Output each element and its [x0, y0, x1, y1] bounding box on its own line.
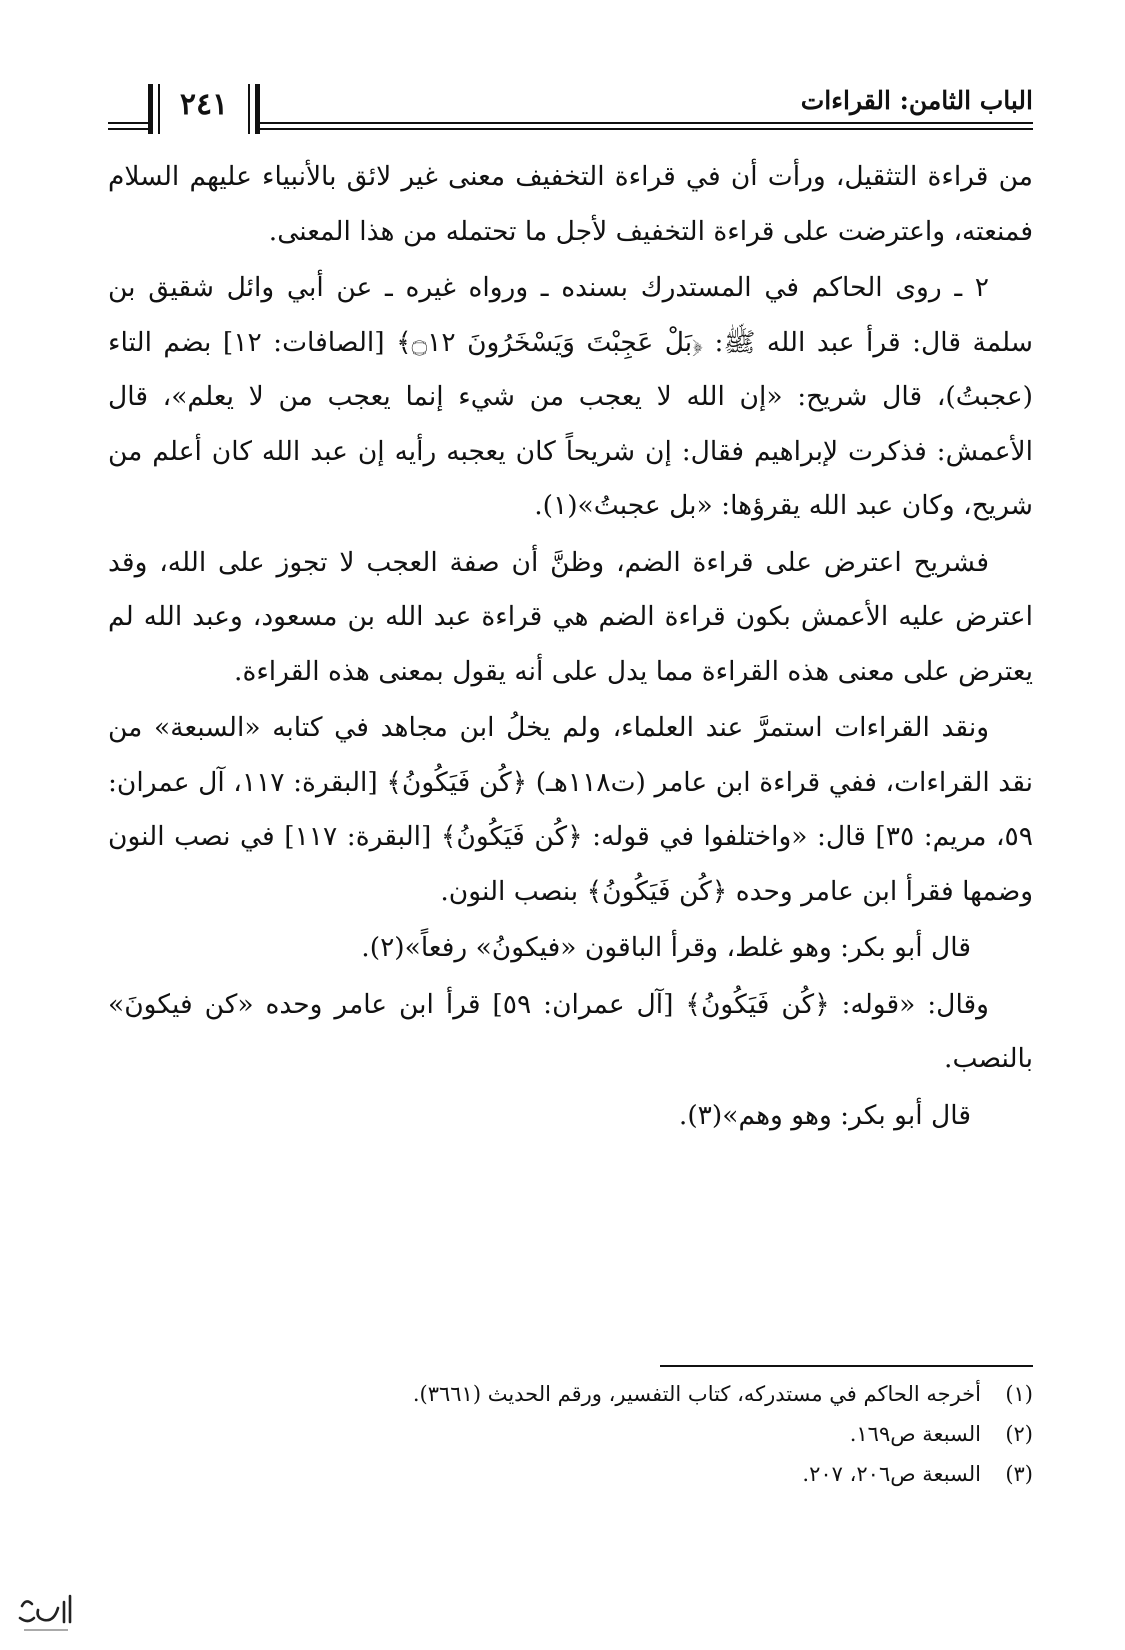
paragraph-2: ٢ ـ روى الحاكم في المستدرك بسنده ـ ورواه غيره ـ عن أبي وائل شقيق بن سلمة قال: قرأ عبد الله ﷺ: ﴿بَلْ عَجِبْتَ وَيَسْخَرُونَ ۝١٢﴾ [الصافات: ١٢] بضم التاء (عجبتُ)، قال شريح: «إن الله لا يعجب من شيء إنما يعجب من لا يعلم»، قال الأعمش: فذكرت لإبراهيم فقال: إن شريحاً كان يعجبه رأيه إن عبد الله كان أعلم من شريح، وكان عبد الله يقرؤها: «بل عجبتُ»(١). [108, 272, 1033, 521]
page-number-box [148, 84, 260, 134]
logo-icon [14, 1588, 76, 1638]
paragraph-1: من قراءة التثقيل، ورأت أن في قراءة التخفيف معنى غير لائق بالأنبياء عليهم السلام فمنعته، واعترضت على قراءة التخفيف لأجل ما تحتمله من هذا المعنى. [108, 161, 1033, 247]
footnote-text: السبعة ص١٦٩. [849, 1422, 981, 1446]
page-header [108, 82, 1033, 142]
paragraph-6: وقال: «قوله: ﴿كُن فَيَكُونُ﴾ [آل عمران: ٥٩] قرأ ابن عامر وحده «كن فيكونَ» بالنصب. [108, 988, 1033, 1074]
footnote-1 [108, 1374, 1033, 1414]
publisher-logo [14, 1588, 76, 1638]
footnote-2 [108, 1414, 1033, 1454]
footnote-number: (٣) [1005, 1462, 1033, 1486]
paragraph-7: قال أبو بكر: وهو وهم»(٣). [678, 1099, 971, 1131]
paragraph-4: ونقد القراءات استمرَّ عند العلماء، ولم يخلُ ابن مجاهد في كتابه «السبعة» من نقد القراءات، ففي قراءة ابن عامر (ت١١٨هـ) ﴿كُن فَيَكُونُ﴾ [البقرة: ١١٧، آل عمران: ٥٩، مريم: ٣٥] قال: «واختلفوا في قوله: ﴿كُن فَيَكُونُ﴾ [البقرة: ١١٧] في نصب النون وضمها فقرأ ابن عامر وحده ﴿كُن فَيَكُونُ﴾ بنصب النون. [108, 712, 1033, 907]
footnote-text: السبعة ص٢٠٦، ٢٠٧. [802, 1462, 981, 1486]
chapter-title: الباب الثامن: القراءات [800, 86, 1033, 115]
footnote-text: أخرجه الحاكم في مستدركه، كتاب التفسير، ورقم الحديث (٣٦٦١). [412, 1382, 981, 1406]
footnote-separator [660, 1365, 1033, 1367]
footnote-3 [108, 1454, 1033, 1494]
page-number: ٢٤١ [179, 87, 229, 122]
paragraph-3: فشريح اعترض على قراءة الضم، وظنَّ أن صفة العجب لا تجوز على الله، وقد اعترض عليه الأعمش بكون قراءة الضم هي قراءة عبد الله بن مسعود، وعبد الله لم يعترض على معنى هذه القراءة مما يدل على أنه يقول بمعنى هذه القراءة. [108, 546, 1033, 687]
main-text [108, 150, 1033, 1145]
paragraph-5: قال أبو بكر: وهو غلط، وقرأ الباقون «فيكونُ» رفعاً»(٢). [361, 932, 971, 963]
footnote-number: (٢) [1005, 1422, 1033, 1446]
footnotes [108, 1374, 1033, 1494]
footnote-number: (١) [1005, 1382, 1033, 1406]
